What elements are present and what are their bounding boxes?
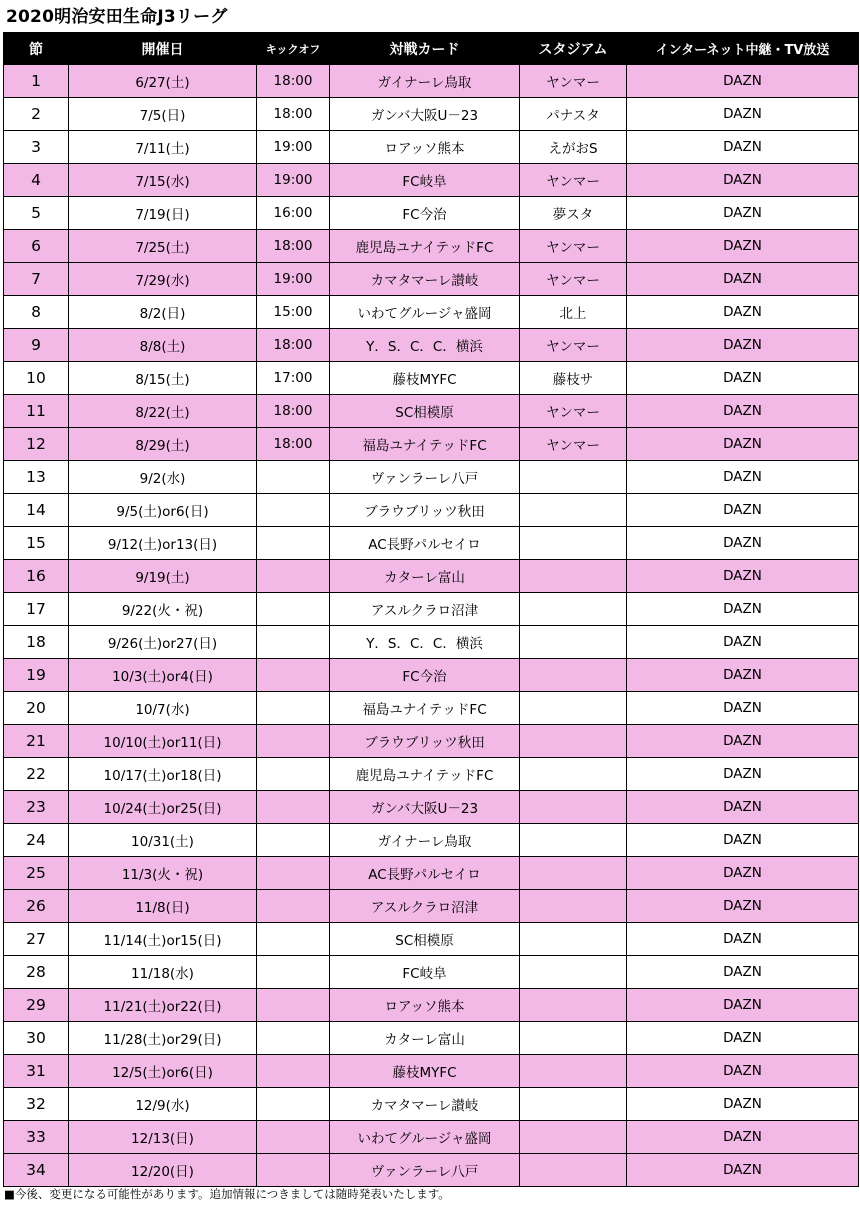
kickoff-time-cell: 19:00 <box>257 263 330 296</box>
round-number-cell: 7 <box>4 263 69 296</box>
stadium-cell: えがおS <box>520 131 627 164</box>
round-number-cell: 8 <box>4 296 69 329</box>
match-date-cell: 7/25(土) <box>69 230 257 263</box>
match-date-cell: 9/26(土)or27(日) <box>69 626 257 659</box>
opponent-cell: 藤枝MYFC <box>330 1055 520 1088</box>
stadium-cell <box>520 1121 627 1154</box>
opponent-cell: Y．S．C．C．横浜 <box>330 626 520 659</box>
kickoff-time-cell <box>257 1055 330 1088</box>
match-date-cell: 10/3(土)or4(日) <box>69 659 257 692</box>
kickoff-time-cell: 19:00 <box>257 131 330 164</box>
broadcast-cell: DAZN <box>627 1154 859 1187</box>
broadcast-cell: DAZN <box>627 395 859 428</box>
round-number-cell: 3 <box>4 131 69 164</box>
broadcast-cell: DAZN <box>627 428 859 461</box>
stadium-cell: ヤンマー <box>520 263 627 296</box>
stadium-cell <box>520 1154 627 1187</box>
table-row <box>4 989 859 1022</box>
opponent-cell: 福島ユナイテッドFC <box>330 692 520 725</box>
broadcast-cell: DAZN <box>627 98 859 131</box>
table-row <box>4 890 859 923</box>
kickoff-time-cell <box>257 890 330 923</box>
kickoff-time-cell: 18:00 <box>257 65 330 98</box>
opponent-cell: ガイナーレ鳥取 <box>330 824 520 857</box>
match-date-cell: 7/29(水) <box>69 263 257 296</box>
kickoff-time-cell: 16:00 <box>257 197 330 230</box>
opponent-cell: ロアッソ熊本 <box>330 989 520 1022</box>
stadium-cell: ヤンマー <box>520 428 627 461</box>
column-header-kickoff: キックオフ <box>257 33 330 65</box>
stadium-cell <box>520 725 627 758</box>
match-date-cell: 9/12(土)or13(日) <box>69 527 257 560</box>
table-row <box>4 395 859 428</box>
opponent-cell: Y．S．C．C．横浜 <box>330 329 520 362</box>
kickoff-time-cell <box>257 956 330 989</box>
match-date-cell: 9/19(土) <box>69 560 257 593</box>
round-number-cell: 1 <box>4 65 69 98</box>
column-header-broadcast: インターネット中継・TV放送 <box>627 33 859 65</box>
round-number-cell: 23 <box>4 791 69 824</box>
opponent-cell: ガンバ大阪U－23 <box>330 791 520 824</box>
opponent-cell: ロアッソ熊本 <box>330 131 520 164</box>
table-row <box>4 428 859 461</box>
stadium-cell <box>520 659 627 692</box>
stadium-cell: ヤンマー <box>520 329 627 362</box>
kickoff-time-cell <box>257 1121 330 1154</box>
stadium-cell <box>520 1088 627 1121</box>
match-date-cell: 7/11(土) <box>69 131 257 164</box>
stadium-cell <box>520 758 627 791</box>
kickoff-time-cell: 18:00 <box>257 329 330 362</box>
round-number-cell: 5 <box>4 197 69 230</box>
opponent-cell: ヴァンラーレ八戸 <box>330 461 520 494</box>
kickoff-time-cell: 18:00 <box>257 428 330 461</box>
round-number-cell: 19 <box>4 659 69 692</box>
table-row <box>4 362 859 395</box>
broadcast-cell: DAZN <box>627 131 859 164</box>
broadcast-cell: DAZN <box>627 461 859 494</box>
broadcast-cell: DAZN <box>627 197 859 230</box>
opponent-cell: カターレ富山 <box>330 1022 520 1055</box>
table-row <box>4 857 859 890</box>
table-row <box>4 131 859 164</box>
broadcast-cell: DAZN <box>627 362 859 395</box>
broadcast-cell: DAZN <box>627 692 859 725</box>
kickoff-time-cell <box>257 725 330 758</box>
stadium-cell: 夢スタ <box>520 197 627 230</box>
round-number-cell: 31 <box>4 1055 69 1088</box>
opponent-cell: FC岐阜 <box>330 164 520 197</box>
broadcast-cell: DAZN <box>627 956 859 989</box>
round-number-cell: 28 <box>4 956 69 989</box>
round-number-cell: 33 <box>4 1121 69 1154</box>
broadcast-cell: DAZN <box>627 923 859 956</box>
stadium-cell <box>520 890 627 923</box>
kickoff-time-cell <box>257 758 330 791</box>
match-date-cell: 8/2(日) <box>69 296 257 329</box>
kickoff-time-cell <box>257 824 330 857</box>
opponent-cell: アスルクラロ沼津 <box>330 890 520 923</box>
round-number-cell: 15 <box>4 527 69 560</box>
table-row <box>4 329 859 362</box>
round-number-cell: 17 <box>4 593 69 626</box>
kickoff-time-cell <box>257 857 330 890</box>
table-row <box>4 1121 859 1154</box>
schedule-table <box>3 32 859 1187</box>
round-number-cell: 4 <box>4 164 69 197</box>
match-date-cell: 7/5(日) <box>69 98 257 131</box>
table-row <box>4 956 859 989</box>
round-number-cell: 34 <box>4 1154 69 1187</box>
stadium-cell <box>520 461 627 494</box>
stadium-cell: ヤンマー <box>520 395 627 428</box>
opponent-cell: カマタマーレ讃岐 <box>330 263 520 296</box>
table-row <box>4 197 859 230</box>
match-date-cell: 8/15(土) <box>69 362 257 395</box>
stadium-cell: ヤンマー <box>520 230 627 263</box>
stadium-cell <box>520 923 627 956</box>
match-date-cell: 10/10(土)or11(日) <box>69 725 257 758</box>
stadium-cell: ヤンマー <box>520 164 627 197</box>
opponent-cell: FC岐阜 <box>330 956 520 989</box>
table-row <box>4 461 859 494</box>
column-header-date: 開催日 <box>69 33 257 65</box>
table-row <box>4 494 859 527</box>
kickoff-time-cell <box>257 923 330 956</box>
match-date-cell: 10/17(土)or18(日) <box>69 758 257 791</box>
kickoff-time-cell: 18:00 <box>257 98 330 131</box>
kickoff-time-cell: 18:00 <box>257 395 330 428</box>
round-number-cell: 22 <box>4 758 69 791</box>
table-row <box>4 98 859 131</box>
opponent-cell: SC相模原 <box>330 395 520 428</box>
match-date-cell: 10/31(土) <box>69 824 257 857</box>
table-row <box>4 560 859 593</box>
round-number-cell: 14 <box>4 494 69 527</box>
broadcast-cell: DAZN <box>627 494 859 527</box>
round-number-cell: 26 <box>4 890 69 923</box>
match-date-cell: 7/19(日) <box>69 197 257 230</box>
broadcast-cell: DAZN <box>627 1055 859 1088</box>
opponent-cell: ヴァンラーレ八戸 <box>330 1154 520 1187</box>
opponent-cell: 鹿児島ユナイテッドFC <box>330 758 520 791</box>
opponent-cell: FC今治 <box>330 197 520 230</box>
opponent-cell: AC長野パルセイロ <box>330 857 520 890</box>
match-date-cell: 12/9(水) <box>69 1088 257 1121</box>
round-number-cell: 2 <box>4 98 69 131</box>
kickoff-time-cell <box>257 1022 330 1055</box>
opponent-cell: 藤枝MYFC <box>330 362 520 395</box>
stadium-cell <box>520 956 627 989</box>
stadium-cell <box>520 1055 627 1088</box>
broadcast-cell: DAZN <box>627 263 859 296</box>
broadcast-cell: DAZN <box>627 560 859 593</box>
kickoff-time-cell <box>257 560 330 593</box>
match-date-cell: 11/18(水) <box>69 956 257 989</box>
stadium-cell: 北上 <box>520 296 627 329</box>
page-title: 2020明治安田生命J3リーグ <box>6 7 228 27</box>
opponent-cell: いわてグルージャ盛岡 <box>330 296 520 329</box>
stadium-cell <box>520 989 627 1022</box>
column-header-round: 節 <box>4 33 69 65</box>
table-row <box>4 692 859 725</box>
kickoff-time-cell: 15:00 <box>257 296 330 329</box>
broadcast-cell: DAZN <box>627 989 859 1022</box>
match-date-cell: 8/8(土) <box>69 329 257 362</box>
table-row <box>4 725 859 758</box>
round-number-cell: 9 <box>4 329 69 362</box>
stadium-cell <box>520 692 627 725</box>
round-number-cell: 10 <box>4 362 69 395</box>
opponent-cell: アスルクラロ沼津 <box>330 593 520 626</box>
kickoff-time-cell <box>257 527 330 560</box>
table-row <box>4 65 859 98</box>
match-date-cell: 11/28(土)or29(日) <box>69 1022 257 1055</box>
opponent-cell: ガンバ大阪U－23 <box>330 98 520 131</box>
kickoff-time-cell: 18:00 <box>257 230 330 263</box>
opponent-cell: 福島ユナイテッドFC <box>330 428 520 461</box>
table-row <box>4 164 859 197</box>
broadcast-cell: DAZN <box>627 791 859 824</box>
round-number-cell: 11 <box>4 395 69 428</box>
match-date-cell: 12/20(日) <box>69 1154 257 1187</box>
match-date-cell: 11/3(火・祝) <box>69 857 257 890</box>
table-row <box>4 263 859 296</box>
opponent-cell: ガイナーレ鳥取 <box>330 65 520 98</box>
match-date-cell: 9/22(火・祝) <box>69 593 257 626</box>
broadcast-cell: DAZN <box>627 65 859 98</box>
kickoff-time-cell <box>257 461 330 494</box>
stadium-cell <box>520 494 627 527</box>
broadcast-cell: DAZN <box>627 626 859 659</box>
match-date-cell: 10/24(土)or25(日) <box>69 791 257 824</box>
round-number-cell: 32 <box>4 1088 69 1121</box>
broadcast-cell: DAZN <box>627 857 859 890</box>
broadcast-cell: DAZN <box>627 593 859 626</box>
kickoff-time-cell <box>257 1088 330 1121</box>
stadium-cell <box>520 626 627 659</box>
match-date-cell: 11/8(日) <box>69 890 257 923</box>
match-date-cell: 11/21(土)or22(日) <box>69 989 257 1022</box>
stadium-cell <box>520 593 627 626</box>
match-date-cell: 10/7(水) <box>69 692 257 725</box>
kickoff-time-cell: 17:00 <box>257 362 330 395</box>
round-number-cell: 20 <box>4 692 69 725</box>
broadcast-cell: DAZN <box>627 164 859 197</box>
round-number-cell: 12 <box>4 428 69 461</box>
table-row <box>4 593 859 626</box>
stadium-cell: パナスタ <box>520 98 627 131</box>
table-row <box>4 1088 859 1121</box>
broadcast-cell: DAZN <box>627 1022 859 1055</box>
table-row <box>4 1055 859 1088</box>
match-date-cell: 11/14(土)or15(日) <box>69 923 257 956</box>
stadium-cell <box>520 857 627 890</box>
table-row <box>4 824 859 857</box>
stadium-cell <box>520 791 627 824</box>
table-body <box>4 65 859 1187</box>
match-date-cell: 12/5(土)or6(日) <box>69 1055 257 1088</box>
table-row <box>4 758 859 791</box>
kickoff-time-cell <box>257 989 330 1022</box>
round-number-cell: 30 <box>4 1022 69 1055</box>
kickoff-time-cell <box>257 626 330 659</box>
stadium-cell <box>520 1022 627 1055</box>
stadium-cell <box>520 560 627 593</box>
match-date-cell: 9/2(水) <box>69 461 257 494</box>
table-row <box>4 230 859 263</box>
table-row <box>4 791 859 824</box>
kickoff-time-cell <box>257 791 330 824</box>
opponent-cell: ブラウブリッツ秋田 <box>330 494 520 527</box>
table-row <box>4 626 859 659</box>
opponent-cell: SC相模原 <box>330 923 520 956</box>
round-number-cell: 21 <box>4 725 69 758</box>
opponent-cell: AC長野パルセイロ <box>330 527 520 560</box>
broadcast-cell: DAZN <box>627 296 859 329</box>
broadcast-cell: DAZN <box>627 1121 859 1154</box>
opponent-cell: FC今治 <box>330 659 520 692</box>
round-number-cell: 27 <box>4 923 69 956</box>
kickoff-time-cell <box>257 692 330 725</box>
broadcast-cell: DAZN <box>627 329 859 362</box>
round-number-cell: 13 <box>4 461 69 494</box>
match-date-cell: 7/15(水) <box>69 164 257 197</box>
footnote: ■今後、変更になる可能性があります。追加情報につきましては随時発表いたします。 <box>4 1187 450 1201</box>
round-number-cell: 29 <box>4 989 69 1022</box>
stadium-cell <box>520 527 627 560</box>
kickoff-time-cell <box>257 659 330 692</box>
column-header-stadium: スタジアム <box>520 33 627 65</box>
column-header-opponent: 対戦カード <box>330 33 520 65</box>
opponent-cell: ブラウブリッツ秋田 <box>330 725 520 758</box>
stadium-cell: ヤンマー <box>520 65 627 98</box>
kickoff-time-cell <box>257 593 330 626</box>
kickoff-time-cell <box>257 1154 330 1187</box>
match-date-cell: 9/5(土)or6(日) <box>69 494 257 527</box>
table-row <box>4 1154 859 1187</box>
stadium-cell <box>520 824 627 857</box>
broadcast-cell: DAZN <box>627 824 859 857</box>
kickoff-time-cell: 19:00 <box>257 164 330 197</box>
broadcast-cell: DAZN <box>627 527 859 560</box>
round-number-cell: 18 <box>4 626 69 659</box>
round-number-cell: 16 <box>4 560 69 593</box>
broadcast-cell: DAZN <box>627 230 859 263</box>
round-number-cell: 24 <box>4 824 69 857</box>
stadium-cell: 藤枝サ <box>520 362 627 395</box>
round-number-cell: 6 <box>4 230 69 263</box>
opponent-cell: いわてグルージャ盛岡 <box>330 1121 520 1154</box>
kickoff-time-cell <box>257 494 330 527</box>
table-row <box>4 659 859 692</box>
opponent-cell: カターレ富山 <box>330 560 520 593</box>
match-date-cell: 12/13(日) <box>69 1121 257 1154</box>
table-row <box>4 1022 859 1055</box>
table-row <box>4 527 859 560</box>
broadcast-cell: DAZN <box>627 890 859 923</box>
broadcast-cell: DAZN <box>627 725 859 758</box>
match-date-cell: 6/27(土) <box>69 65 257 98</box>
table-row <box>4 923 859 956</box>
broadcast-cell: DAZN <box>627 758 859 791</box>
round-number-cell: 25 <box>4 857 69 890</box>
match-date-cell: 8/29(土) <box>69 428 257 461</box>
table-header-row <box>4 33 859 65</box>
opponent-cell: 鹿児島ユナイテッドFC <box>330 230 520 263</box>
opponent-cell: カマタマーレ讃岐 <box>330 1088 520 1121</box>
broadcast-cell: DAZN <box>627 1088 859 1121</box>
table-row <box>4 296 859 329</box>
match-date-cell: 8/22(土) <box>69 395 257 428</box>
broadcast-cell: DAZN <box>627 659 859 692</box>
